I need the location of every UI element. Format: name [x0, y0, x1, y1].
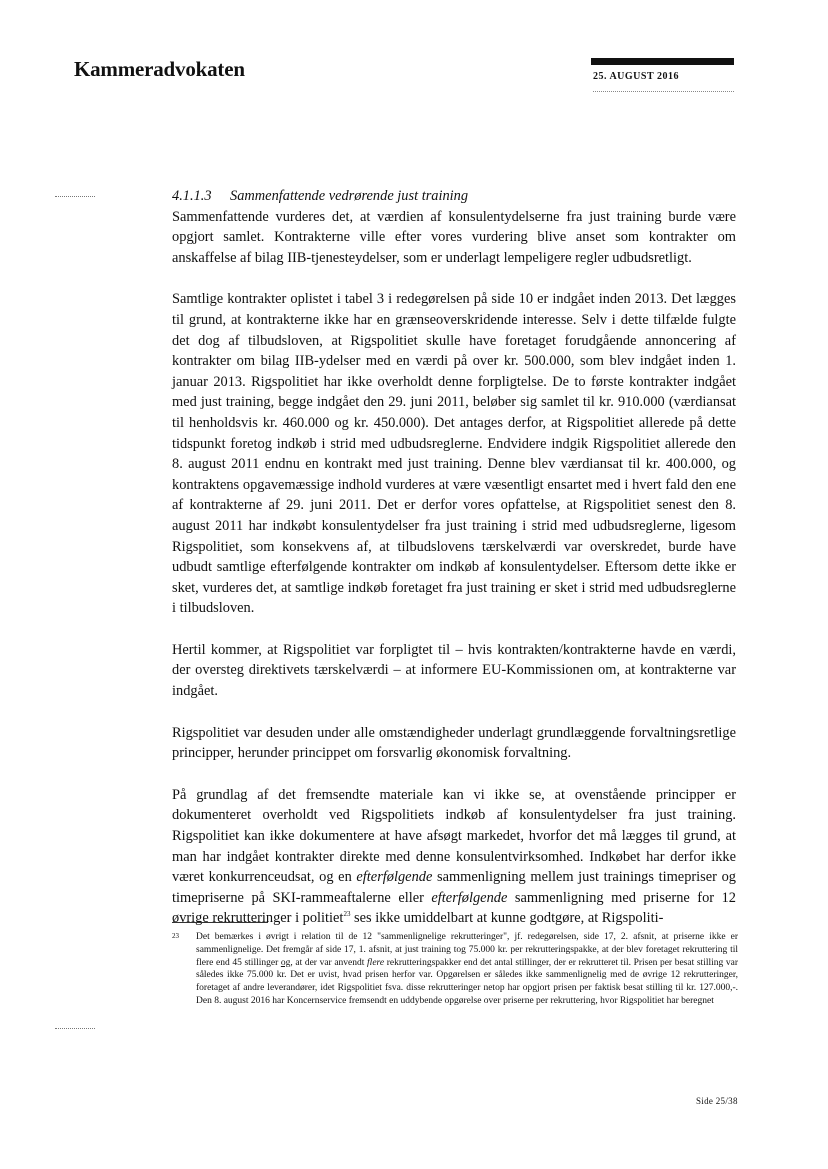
footnote-reference[interactable]: 23: [343, 910, 351, 919]
header-date: 25. AUGUST 2016: [593, 71, 679, 82]
emphasis: flere: [367, 957, 385, 968]
section-title: Sammenfattende vedrørende just training: [230, 188, 469, 204]
text-run: Det bemærkes i øvrigt i relation til de 12 "sammenlignelige rekrutteringer", jf. redegørelsen, side 17, 2. afsnit, at priserne ikke er sammenlignelige. Det fremgår af side 17, 1. afsnit, at just training tog 75.000 kr. per rekrutteringspakke, at der blev foretaget rekruttering til flere end 45 stillinger: [196, 932, 738, 968]
text-run: , at der var anvendt: [290, 957, 368, 968]
paragraph: Hertil kommer, at Rigspolitiet var forpligtet til – hvis kontrakten/kontrakterne havde en værdi, der oversteg direktivets tærskelværdi – at informere EU-Kommissionen om, at kontrakterne var indgået.: [172, 641, 736, 700]
header-rule: [591, 58, 734, 65]
text-run: sammenligning med priserne for 12 øvrige rekrutteringer i politiet: [172, 889, 736, 927]
section-number: 4.1.1.3: [172, 188, 212, 204]
text-run: rekrutteringspakker end det antal stillinger, der er rekrutteret til. Prisen per besat stilling var således ikke 75.000 kr. Det er uvist, hvad prisen herfor var. Opgørelsen er således ikke sammenlignelig med de øvrige 12 rekrutteringer, foretaget af andre leverandører, idet Rigspolitiet fsva. disse rekrutteringer netop har opgjort prisen per faktisk besat stilling til kr. 127.000,-. Den 8. august 2016 har Koncernservice fremsendt en uddybende opgørelse over priserne per rekruttering, hvor Rigspolitiet har beregnet: [196, 957, 738, 1006]
paragraph-last: [172, 785, 736, 929]
text-run: sammenligning mellem just trainings timepriser og timepriserne på SKI-rammeaftalerne eller: [172, 869, 736, 906]
text-run: ses ikke umiddelbart at kunne godtgøre, at Rigspoliti-: [350, 910, 664, 927]
section-heading: [172, 186, 736, 207]
paragraph: Sammenfattende vurderes det, at værdien af konsulentydelserne fra just training burde være opgjort samlet. Kontrakterne ville efter vores vurdering blive anset som kontrakter om anskaffelse af bilag IIB-tjenesteydelser, som er underlagt lempeligere regler udbudsretligt.: [172, 208, 736, 266]
footnote: [172, 931, 738, 1008]
margin-mark-top: [55, 196, 95, 197]
footnote-text: [196, 931, 738, 1008]
paragraph: Rigspolitiet var desuden under alle omstændigheder underlagt grundlæggende forvaltningsretlige principper, herunder princippet om forsvarlig økonomisk forvaltning.: [172, 724, 736, 762]
emphasis: efterfølgende: [356, 869, 433, 886]
text-run: På grundlag af det fremsendte materiale kan vi ikke se, at ovenstående principper er dokumenteret overholdt ved Rigspolitiets indkøb af konsulentydelser fra just training. Rigspolitiet kan ikke dokumentere at have afsøgt markedet, hvorfor det må lægges til grund, at man har indgået kontrakter direkte med denne konsulentvirksomhed. Indkøbet har derfor ikke været konkurrenceudsat, og en: [172, 786, 736, 886]
body-text: [172, 186, 736, 950]
emphasis: og: [280, 957, 291, 968]
footnote-divider: [172, 922, 268, 923]
page-number: Side 25/38: [696, 1096, 738, 1106]
margin-mark-bottom: [55, 1028, 95, 1029]
paragraph: Samtlige kontrakter oplistet i tabel 3 i redegørelsen på side 10 er indgået inden 2013. Det lægges til grund, at kontrakterne ikke har en grænseoverskridende interesse. Selv i dette tilfælde fulgte det dog af tilbudsloven, at Rigspolitiet skulle have foretaget forudgående annoncering af kontrakter om bilag IIB-ydelser med en værdi på over kr. 500.000, som blev indgået inden 1. januar 2013. Rigspolitiet har ikke overholdt denne forpligtelse. De to første kontrakter indgået med just training, begge indgået den 29. juni 2011, beløber sig samlet til kr. 910.000 (værdiansat til henholdsvis kr. 460.000 og kr. 450.000). Det antages derfor, at Rigspolitiet allerede på dette tidspunkt foretog indkøb i strid med udbudsreglerne. Endvidere indgik Rigspolitiet allerede den 8. august 2011 endnu en kontrakt med just training. Denne blev værdiansat til kr. 400.000, og kontraktens opgavemæssige indhold vurderes at være væsentligt ensartet med i hvert fald den ene af kontrakterne af 29. juni 2011. Det er derfor vores opfattelse, at Rigspolitiet senest den 8. august 2011 har indkøbt konsulentydelser fra just training i strid med udbudsreglerne, ligesom Rigspolitiet, som konsekvens af, at tilbudslovens tærskelværdi var overskredet, burde have udbudt samtlige efterfølgende kontrakter om indkøb af konsulentydelser. Eftersom dette ikke er sket, vurderes det, at samtlige indkøb foretaget fra just training er sket i strid med udbudsreglerne i tilbudsloven.: [172, 291, 736, 617]
header-title: Kammeradvokaten: [74, 57, 245, 81]
emphasis: efterfølgende: [431, 889, 508, 906]
footnote-number: 23: [172, 932, 179, 940]
header-dotted-rule: [593, 91, 734, 92]
